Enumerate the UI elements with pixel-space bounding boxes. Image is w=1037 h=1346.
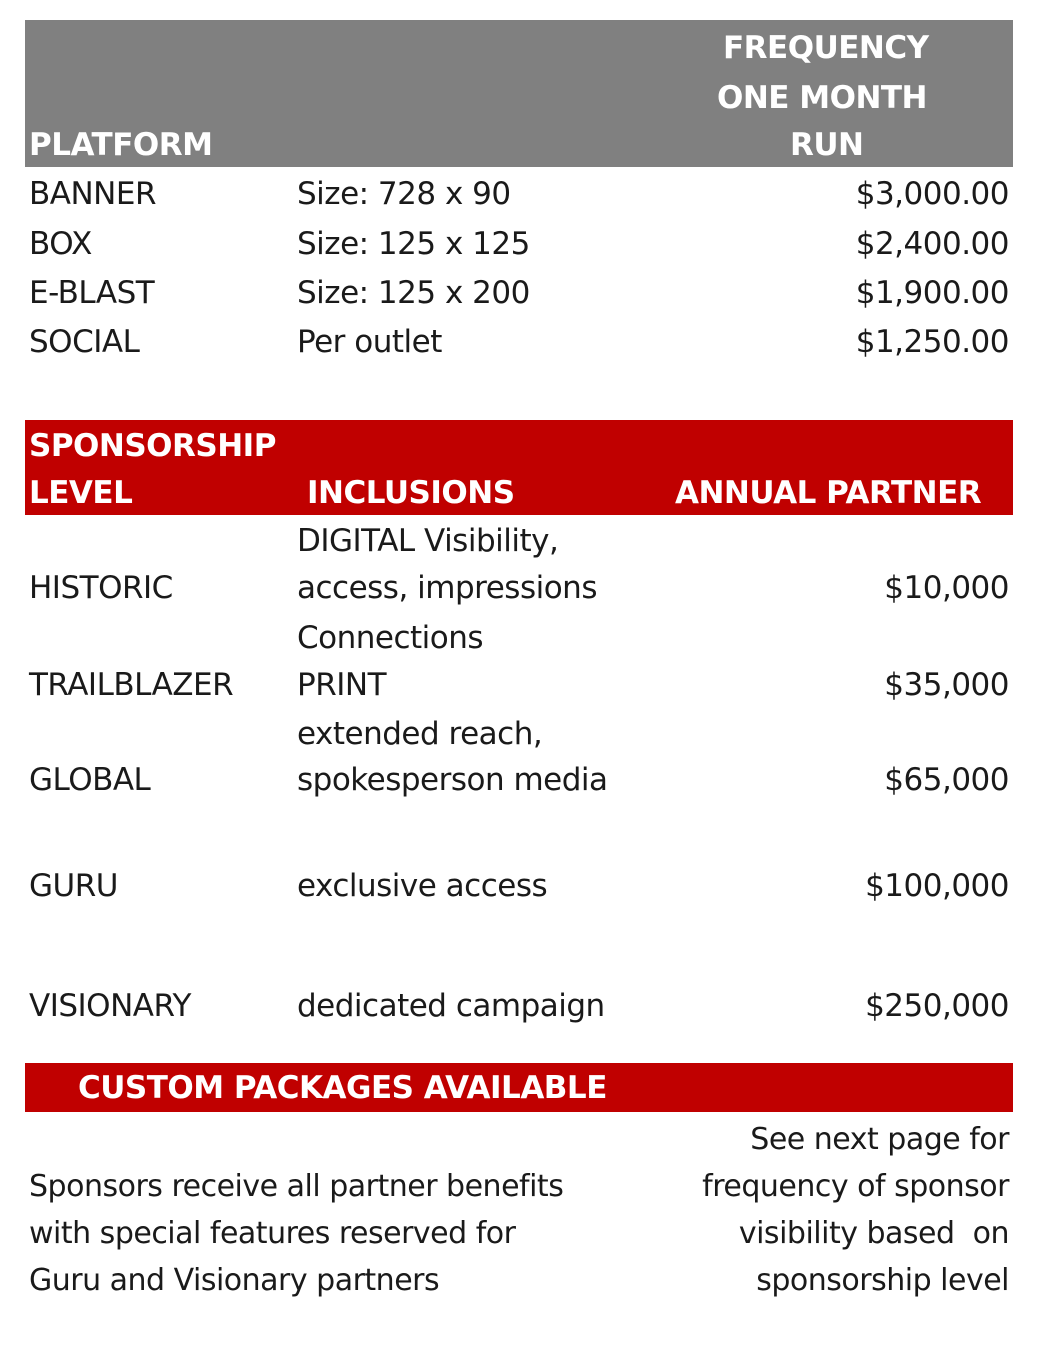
inclusions-line2: exclusive access	[297, 868, 548, 904]
platform-spec: Size: 125 x 200	[297, 275, 530, 311]
custom-packages-banner	[25, 1063, 1013, 1112]
platform-price: $1,900.00	[855, 275, 1009, 311]
sponsorship-level: VISIONARY	[29, 988, 191, 1024]
inclusions-line1: Connections	[297, 620, 484, 656]
sponsorship-level: GLOBAL	[29, 762, 151, 798]
platform-price: $1,250.00	[855, 324, 1009, 360]
inclusions-line1: DIGITAL Visibility,	[297, 523, 559, 559]
right-note-line: See next page for	[750, 1122, 1009, 1157]
platform-price: $2,400.00	[855, 226, 1009, 262]
platform-spec: Size: 125 x 125	[297, 226, 530, 262]
platform-table-header	[25, 20, 1013, 167]
left-note-line: Guru and Visionary partners	[29, 1263, 440, 1298]
platform-row	[25, 266, 1013, 315]
platform-row	[25, 315, 1013, 420]
sponsorship-row	[25, 515, 1013, 612]
platform-name: E-BLAST	[29, 275, 155, 311]
platform-name: SOCIAL	[29, 324, 140, 360]
platform-name: BOX	[29, 226, 92, 262]
sponsorship-row	[25, 708, 1013, 806]
sponsorship-price: $65,000	[884, 762, 1009, 798]
inclusions-line2: PRINT	[297, 667, 387, 703]
sponsorship-row	[25, 926, 1013, 1063]
inclusions-line2: dedicated campaign	[297, 988, 605, 1024]
platform-row	[25, 167, 1013, 217]
left-note-line: with special features reserved for	[29, 1216, 516, 1251]
custom-packages-label: CUSTOM PACKAGES AVAILABLE	[78, 1070, 607, 1106]
sponsorship-price: $35,000	[884, 667, 1009, 703]
header-frequency-line3: RUN	[790, 127, 864, 163]
sponsorship-level: TRAILBLAZER	[29, 667, 234, 703]
sponsorship-table-header	[25, 420, 1013, 515]
right-note-line: frequency of sponsor	[702, 1169, 1009, 1204]
left-note-line: Sponsors receive all partner benefits	[29, 1169, 564, 1204]
sponsorship-price: $100,000	[865, 868, 1009, 904]
inclusions-line1: extended reach,	[297, 716, 543, 752]
notes-section	[25, 1112, 1013, 1302]
header-platform: PLATFORM	[29, 127, 213, 163]
right-note	[702, 1116, 1009, 1304]
platform-name: BANNER	[29, 176, 156, 212]
header-annual-partner: ANNUAL PARTNER	[675, 475, 982, 511]
sponsorship-row	[25, 806, 1013, 926]
header-frequency-line2: ONE MONTH	[717, 80, 928, 116]
left-note	[29, 1163, 563, 1304]
sponsorship-level: HISTORIC	[29, 570, 173, 606]
sponsorship-level: GURU	[29, 868, 118, 904]
inclusions-line2: spokesperson media	[297, 762, 608, 798]
platform-spec: Size: 728 x 90	[297, 176, 511, 212]
sponsorship-price: $10,000	[884, 570, 1009, 606]
platform-price: $3,000.00	[855, 176, 1009, 212]
right-note-line: sponsorship level	[756, 1263, 1009, 1298]
header-level-line1: SPONSORSHIP	[29, 428, 276, 464]
header-inclusions: INCLUSIONS	[307, 475, 515, 511]
header-level-line2: LEVEL	[29, 475, 133, 511]
sponsorship-price: $250,000	[865, 988, 1009, 1024]
rate-sheet	[25, 20, 1013, 1302]
sponsorship-row	[25, 612, 1013, 708]
platform-spec: Per outlet	[297, 324, 442, 360]
right-note-line: visibility based on	[738, 1216, 1009, 1251]
inclusions-line2: access, impressions	[297, 570, 597, 606]
header-frequency-line1: FREQUENCY	[723, 30, 929, 66]
platform-row	[25, 217, 1013, 266]
